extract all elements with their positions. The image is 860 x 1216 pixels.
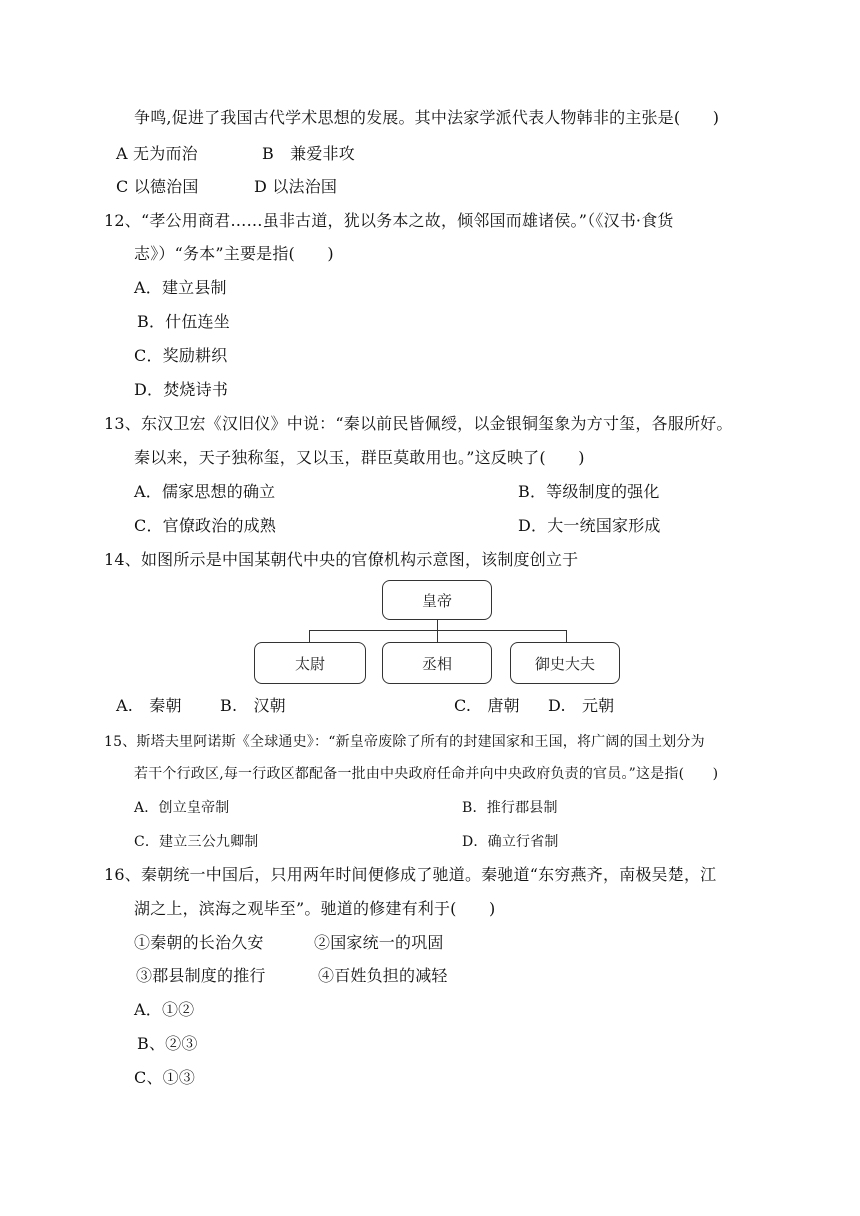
q13-option-a: A．儒家思想的确立 [134,482,276,501]
q13-option-d: D．大一统国家形成 [518,516,661,535]
q15-option-c: C．建立三公九卿制 [134,834,259,850]
q13-option-b: B．等级制度的强化 [518,482,660,501]
diagram-connector-trunk [437,620,438,630]
diagram-box-censor: 御史大夫 [510,642,620,684]
q15-stem-line2: 若干个行政区,每一行政区都配备一批由中央政府任命并向中央政府负责的官员。”这是指( ) [134,766,719,782]
q13-stem-line2: 秦以来，天子独称玺，又以玉，群臣莫敢用也。”这反映了( ) [134,448,585,467]
diagram-box-chancellor: 丞相 [382,642,492,684]
q14-option-a: A. 秦朝 [116,696,182,715]
q15-option-a: A．创立皇帝制 [134,800,230,816]
q12-option-c: C．奖励耕织 [134,346,228,365]
q16-option-c: C、①③ [134,1068,196,1087]
q12-stem-line2: 志》）“务本”主要是指( ) [134,244,334,263]
q11-continuation: 争鸣,促进了我国古代学术思想的发展。其中法家学派代表人物韩非的主张是( ) [134,108,720,127]
q11-option-a: A 无为而治 [116,144,198,163]
q12-option-d: D．焚烧诗书 [134,380,229,399]
q15-option-d: D．确立行省制 [462,834,559,850]
q14-stem-line1: 14、如图所示是中国某朝代中央的官僚机构示意图，该制度创立于 [104,550,579,569]
official-structure-diagram [250,578,630,690]
q11-option-c: C 以德治国 [116,177,199,196]
q12-option-a: A．建立县制 [134,278,227,297]
q16-stem-line1: 16、秦朝统一中国后，只用两年时间便修成了驰道。秦驰道“东穷燕齐，南极吴楚，江 [104,865,717,884]
q14-option-d: D. 元朝 [548,696,615,715]
q11-option-d: D 以法治国 [254,177,338,196]
q16-item-2: ②国家统一的巩固 [314,933,444,952]
q11-option-b: B 兼爱非攻 [262,144,355,163]
q12-stem-line1: 12、“孝公用商君……虽非古道，犹以务本之故，倾邻国而雄诸侯。”（《汉书·食货 [104,211,674,230]
diagram-connector-left [309,630,310,642]
q14-option-c: C. 唐朝 [454,696,520,715]
diagram-box-emperor: 皇帝 [382,580,492,620]
q12-option-b: B．什伍连坐 [137,312,230,331]
q16-item-3: ③郡县制度的推行 [136,966,266,985]
diagram-connector-middle [437,630,438,642]
q16-stem-line2: 湖之上，滨海之观毕至”。驰道的修建有利于( ) [134,899,496,918]
q13-stem-line1: 13、东汉卫宏《汉旧仪》中说：“秦以前民皆佩绶，以金银铜玺象为方寸玺，各服所好。 [104,414,733,433]
q15-option-b: B．推行郡县制 [462,800,558,816]
q16-item-4: ④百姓负担的减轻 [318,966,448,985]
q14-option-b: B. 汉朝 [220,696,286,715]
q16-option-a: A．①② [134,1000,195,1019]
q16-option-b: B、②③ [137,1034,198,1053]
q15-stem-line1: 15、斯塔夫里阿诺斯《全球通史》：“新皇帝废除了所有的封建国家和王国，将广阔的国土划分为 [104,734,705,750]
q13-option-c: C．官僚政治的成熟 [134,516,277,535]
diagram-box-taiwei: 太尉 [254,642,366,684]
diagram-connector-right [566,630,567,642]
q16-item-1: ①秦朝的长治久安 [134,933,264,952]
